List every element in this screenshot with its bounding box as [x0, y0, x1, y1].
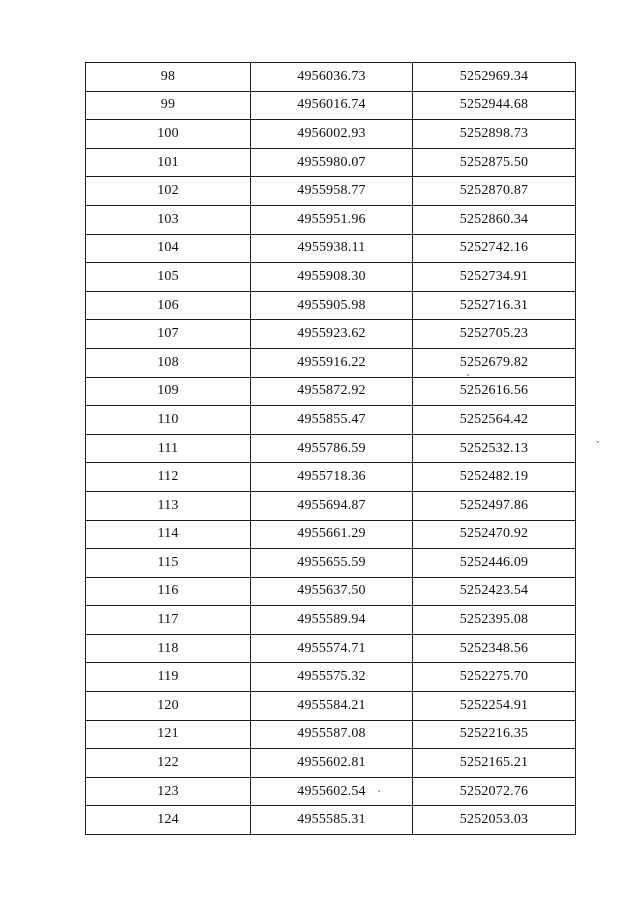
y-coordinate-cell: 5252875.50 — [413, 148, 576, 177]
table-row — [86, 406, 576, 435]
point-number-cell: 102 — [86, 177, 251, 206]
table-row — [86, 663, 576, 692]
point-number-cell: 99 — [86, 91, 251, 120]
table-row — [86, 120, 576, 149]
point-number-cell: 113 — [86, 491, 251, 520]
x-coordinate-cell: 4955589.94 — [251, 606, 413, 635]
point-number-cell: 116 — [86, 577, 251, 606]
y-coordinate-cell: 5252348.56 — [413, 634, 576, 663]
y-coordinate-cell: 5252497.86 — [413, 491, 576, 520]
point-number-cell: 114 — [86, 520, 251, 549]
y-coordinate-cell: 5252969.34 — [413, 63, 576, 92]
x-coordinate-cell: 4955938.11 — [251, 234, 413, 263]
coordinate-table-body — [86, 63, 576, 835]
x-coordinate-cell: 4955855.47 — [251, 406, 413, 435]
x-coordinate-cell: 4955872.92 — [251, 377, 413, 406]
table-row — [86, 577, 576, 606]
table-row — [86, 234, 576, 263]
point-number-cell: 103 — [86, 205, 251, 234]
table-row — [86, 320, 576, 349]
y-coordinate-cell: 5252870.87 — [413, 177, 576, 206]
point-number-cell: 106 — [86, 291, 251, 320]
x-coordinate-cell: 4955923.62 — [251, 320, 413, 349]
x-coordinate-cell: 4955584.21 — [251, 692, 413, 721]
table-row — [86, 63, 576, 92]
y-coordinate-cell: 5252944.68 — [413, 91, 576, 120]
x-coordinate-cell: 4955575.32 — [251, 663, 413, 692]
x-coordinate-cell: 4955602.81 — [251, 749, 413, 778]
point-number-cell: 118 — [86, 634, 251, 663]
y-coordinate-cell: 5252898.73 — [413, 120, 576, 149]
y-coordinate-cell: 5252679.82 — [413, 348, 576, 377]
table-row — [86, 692, 576, 721]
table-row — [86, 377, 576, 406]
x-coordinate-cell: 4955587.08 — [251, 720, 413, 749]
point-number-cell: 115 — [86, 549, 251, 578]
point-number-cell: 124 — [86, 806, 251, 835]
x-coordinate-cell: 4955585.31 — [251, 806, 413, 835]
y-coordinate-cell: 5252446.09 — [413, 549, 576, 578]
y-coordinate-cell: 5252216.35 — [413, 720, 576, 749]
table-row — [86, 491, 576, 520]
table-row — [86, 749, 576, 778]
point-number-cell: 101 — [86, 148, 251, 177]
x-coordinate-cell: 4955958.77 — [251, 177, 413, 206]
point-number-cell: 119 — [86, 663, 251, 692]
table-row — [86, 91, 576, 120]
x-coordinate-cell: 4955980.07 — [251, 148, 413, 177]
point-number-cell: 121 — [86, 720, 251, 749]
x-coordinate-cell: 4956002.93 — [251, 120, 413, 149]
x-coordinate-cell: 4956036.73 — [251, 63, 413, 92]
table-row — [86, 520, 576, 549]
scan-speck — [378, 790, 380, 792]
coordinate-table — [85, 62, 576, 835]
y-coordinate-cell: 5252616.56 — [413, 377, 576, 406]
table-row — [86, 720, 576, 749]
table-row — [86, 606, 576, 635]
y-coordinate-cell: 5252395.08 — [413, 606, 576, 635]
point-number-cell: 107 — [86, 320, 251, 349]
table-row — [86, 148, 576, 177]
table-row — [86, 177, 576, 206]
point-number-cell: 123 — [86, 777, 251, 806]
point-number-cell: 100 — [86, 120, 251, 149]
x-coordinate-cell: 4955602.54 — [251, 777, 413, 806]
y-coordinate-cell: 5252742.16 — [413, 234, 576, 263]
y-coordinate-cell: 5252254.91 — [413, 692, 576, 721]
x-coordinate-cell: 4955655.59 — [251, 549, 413, 578]
y-coordinate-cell: 5252275.70 — [413, 663, 576, 692]
x-coordinate-cell: 4955574.71 — [251, 634, 413, 663]
point-number-cell: 120 — [86, 692, 251, 721]
table-row — [86, 634, 576, 663]
x-coordinate-cell: 4955905.98 — [251, 291, 413, 320]
x-coordinate-cell: 4955694.87 — [251, 491, 413, 520]
point-number-cell: 108 — [86, 348, 251, 377]
y-coordinate-cell: 5252165.21 — [413, 749, 576, 778]
table-row — [86, 263, 576, 292]
point-number-cell: 112 — [86, 463, 251, 492]
x-coordinate-cell: 4956016.74 — [251, 91, 413, 120]
point-number-cell: 104 — [86, 234, 251, 263]
y-coordinate-cell: 5252564.42 — [413, 406, 576, 435]
y-coordinate-cell: 5252860.34 — [413, 205, 576, 234]
point-number-cell: 105 — [86, 263, 251, 292]
table-row — [86, 806, 576, 835]
x-coordinate-cell: 4955951.96 — [251, 205, 413, 234]
table-row — [86, 348, 576, 377]
y-coordinate-cell: 5252716.31 — [413, 291, 576, 320]
y-coordinate-cell: 5252470.92 — [413, 520, 576, 549]
y-coordinate-cell: 5252482.19 — [413, 463, 576, 492]
y-coordinate-cell: 5252053.03 — [413, 806, 576, 835]
x-coordinate-cell: 4955786.59 — [251, 434, 413, 463]
scan-speck — [597, 441, 599, 443]
table-row — [86, 777, 576, 806]
y-coordinate-cell: 5252532.13 — [413, 434, 576, 463]
y-coordinate-cell: 5252734.91 — [413, 263, 576, 292]
point-number-cell: 109 — [86, 377, 251, 406]
table-row — [86, 205, 576, 234]
table-row — [86, 434, 576, 463]
y-coordinate-cell: 5252705.23 — [413, 320, 576, 349]
point-number-cell: 110 — [86, 406, 251, 435]
table-row — [86, 549, 576, 578]
x-coordinate-cell: 4955916.22 — [251, 348, 413, 377]
y-coordinate-cell: 5252423.54 — [413, 577, 576, 606]
table-row — [86, 291, 576, 320]
y-coordinate-cell: 5252072.76 — [413, 777, 576, 806]
x-coordinate-cell: 4955661.29 — [251, 520, 413, 549]
scan-speck — [467, 374, 469, 376]
point-number-cell: 122 — [86, 749, 251, 778]
x-coordinate-cell: 4955718.36 — [251, 463, 413, 492]
table-row — [86, 463, 576, 492]
point-number-cell: 98 — [86, 63, 251, 92]
x-coordinate-cell: 4955637.50 — [251, 577, 413, 606]
point-number-cell: 117 — [86, 606, 251, 635]
x-coordinate-cell: 4955908.30 — [251, 263, 413, 292]
point-number-cell: 111 — [86, 434, 251, 463]
